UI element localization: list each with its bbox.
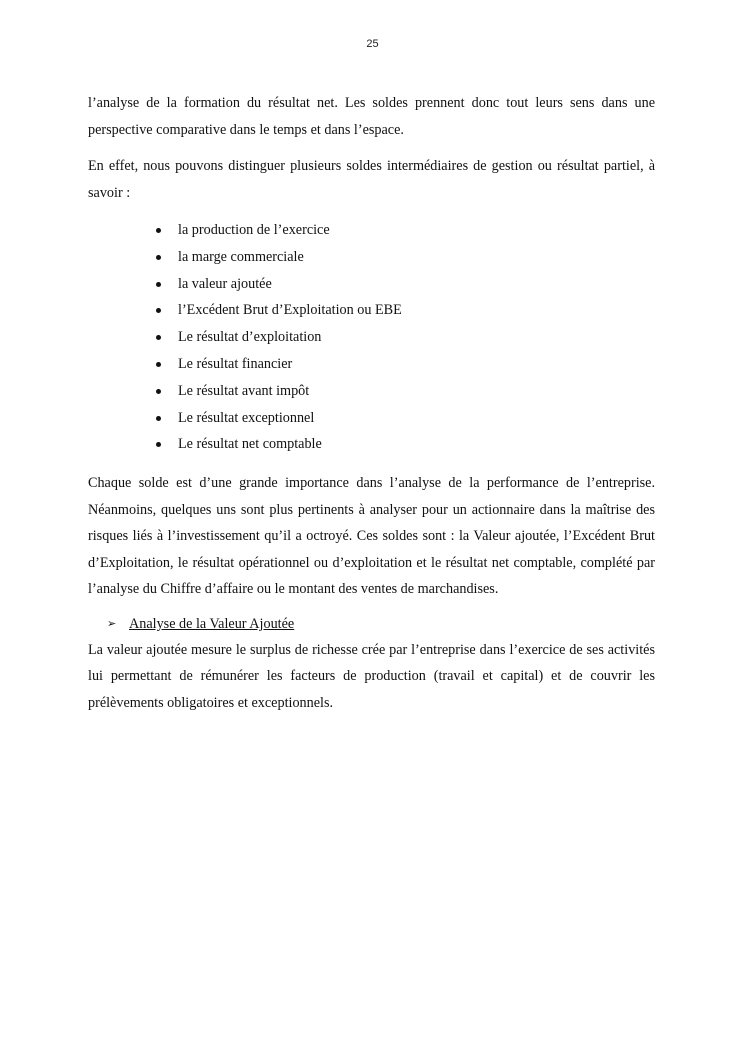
list-item	[88, 431, 655, 458]
paragraph-intro: l’analyse de la formation du résultat net. Les soldes prennent donc tout leurs sens dans une perspective comparative dans le temps et dans l’espace.	[88, 95, 655, 138]
soldes-list	[88, 217, 655, 458]
bullet-icon	[156, 228, 161, 233]
bullet-icon	[156, 389, 161, 394]
section-heading	[88, 611, 655, 637]
list-item-text: Le résultat avant impôt	[178, 382, 310, 399]
list-item-text: Le résultat d’exploitation	[178, 329, 322, 346]
list-item	[88, 378, 655, 405]
paragraph-soldes: En effet, nous pouvons distinguer plusieurs soldes intermédiaires de gestion ou résultat partiel, à savoir :	[88, 158, 655, 201]
arrow-bullet-icon: ➢	[107, 616, 117, 630]
list-item	[88, 405, 655, 432]
document-body	[88, 90, 655, 716]
bullet-icon	[156, 255, 161, 260]
list-item	[88, 271, 655, 298]
list-item	[88, 217, 655, 244]
list-item-text: l’Excédent Brut d’Exploitation ou EBE	[178, 302, 402, 319]
bullet-icon	[156, 362, 161, 367]
list-item-text: la valeur ajoutée	[178, 275, 272, 292]
page-number: 25	[366, 38, 379, 50]
bullet-icon	[156, 282, 161, 287]
paragraph-importance: Chaque solde est d’une grande importance dans l’analyse de la performance de l’entreprise. Néanmoins, quelques uns sont plus pertinents à analyser pour un actionnaire dans la maîtrise des risques liés à l’investissement qu’il a octroyé. Ces soldes sont : la Valeur ajoutée, l’Excédent Brut d’Exploitation, le résultat opérationnel ou d’exploitation et le résultat net comptable, complété par l’analyse du Chiffre d’affaire ou le montant des ventes de marchandises.	[88, 475, 655, 598]
list-item-text: la production de l’exercice	[178, 222, 330, 238]
bullet-icon	[156, 416, 161, 421]
paragraph-valeur-ajoutee: La valeur ajoutée mesure le surplus de richesse crée par l’entreprise dans l’exercice de ses activités lui permettant de rémunérer les facteurs de production (travail et capital) et de couvrir les prélèvements obligatoires et exceptionnels.	[88, 641, 655, 711]
list-item	[88, 351, 655, 378]
list-item-text: Le résultat financier	[178, 355, 293, 372]
bullet-icon	[156, 308, 161, 313]
list-item-text: la marge commerciale	[178, 248, 304, 265]
bullet-icon	[156, 442, 161, 447]
section-title: Analyse de la Valeur Ajoutée	[129, 615, 295, 632]
list-item	[88, 324, 655, 351]
list-item-text: Le résultat net comptable	[178, 436, 322, 453]
list-item	[88, 244, 655, 271]
list-item	[88, 297, 655, 324]
bullet-icon	[156, 335, 161, 340]
list-item-text: Le résultat exceptionnel	[178, 409, 315, 426]
